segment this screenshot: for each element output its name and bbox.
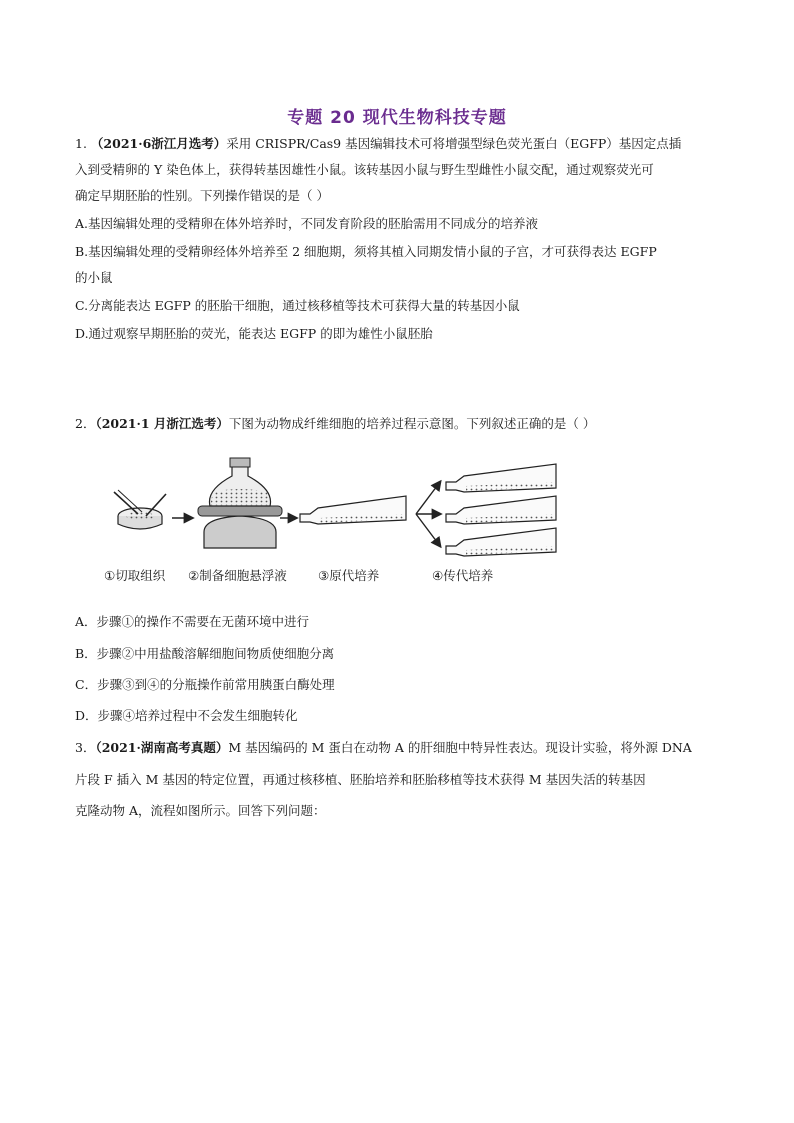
q1-option-c: C.分离能表达 EGFP 的胚胎干细胞，通过核移植等技术可获得大量的转基因小鼠 — [75, 298, 520, 313]
q1-option-b-cont: 的小鼠 — [75, 270, 113, 285]
caption-step-3: ③原代培养 — [318, 568, 380, 583]
tissue-dish-icon — [114, 490, 166, 529]
q1-option-d: D.通过观察早期胚胎的荧光，能表达 EGFP 的即为雄性小鼠胚胎 — [75, 326, 433, 341]
page-title: 专题 20 现代生物科技专题 — [287, 108, 507, 128]
q1-option-b: B.基因编辑处理的受精卵经体外培养至 2 细胞期，须将其植入同期发情小鼠的子宫，才可获得表达 EGFP — [75, 244, 657, 259]
q1-stem-line-3: 确定早期胚胎的性别。下列操作错误的是（ ） — [75, 188, 329, 203]
primary-culture-flask-icon — [300, 496, 406, 524]
q2-option-c: C．步骤③到④的分瓶操作前常用胰蛋白酶处理 — [75, 677, 335, 692]
q3-source: （2021·湖南高考真题） — [95, 740, 229, 755]
q2-option-b: B．步骤②中用盐酸溶解细胞间物质使细胞分离 — [75, 646, 335, 661]
subculture-flask-icon — [446, 464, 556, 556]
q1-option-a: A.基因编辑处理的受精卵在体外培养时，不同发育阶段的胚胎需用不同成分的培养液 — [75, 216, 539, 231]
q3-stem-text-1: M 基因编码的 M 蛋白在动物 A 的肝细胞中特异性表达。现设计实验，将外源 DNA — [228, 740, 692, 755]
q2-stem-text: 下图为动物成纤维细胞的培养过程示意图。下列叙述正确的是（ ） — [228, 416, 596, 431]
caption-step-2: ②制备细胞悬浮液 — [188, 568, 287, 583]
q2-source: （2021·1 月浙江选考） — [95, 416, 229, 431]
q3-stem-line-2: 片段 F 插入 M 基因的特定位置，再通过核移植、胚胎培养和胚胎移植等技术获得 M 基因失活的转基因 — [75, 772, 646, 787]
q3-number: 3． — [75, 740, 96, 755]
q1-stem-line-2: 入到受精卵的 Y 染色体上，获得转基因雄性小鼠。该转基因小鼠与野生型雌性小鼠交配，通过观察荧光可 — [75, 162, 654, 177]
q2-option-a: A．步骤①的操作不需要在无菌环境中进行 — [75, 614, 310, 629]
q1-stem-line-1 — [75, 136, 681, 152]
q3-stem-line-1 — [75, 740, 692, 756]
branch-arrows — [416, 482, 440, 546]
q1-stem-text-1: 采用 CRISPR/Cas9 基因编辑技术可将增强型绿色荧光蛋白（EGFP）基因定点插 — [226, 136, 682, 151]
q2-stem — [75, 416, 595, 432]
q2-number: 2． — [75, 416, 96, 431]
cell-suspension-flask-icon — [198, 458, 282, 548]
q1-number: 1. — [75, 136, 87, 151]
q1-source: （2021·6浙江月选考） — [90, 136, 227, 151]
caption-step-4: ④传代培养 — [432, 568, 494, 583]
q3-stem-line-3: 克隆动物 A，流程如图所示。回答下列问题： — [75, 803, 326, 818]
q2-option-d: D．步骤④培养过程中不会发生细胞转化 — [75, 708, 298, 723]
caption-step-1: ①切取组织 — [104, 568, 166, 583]
